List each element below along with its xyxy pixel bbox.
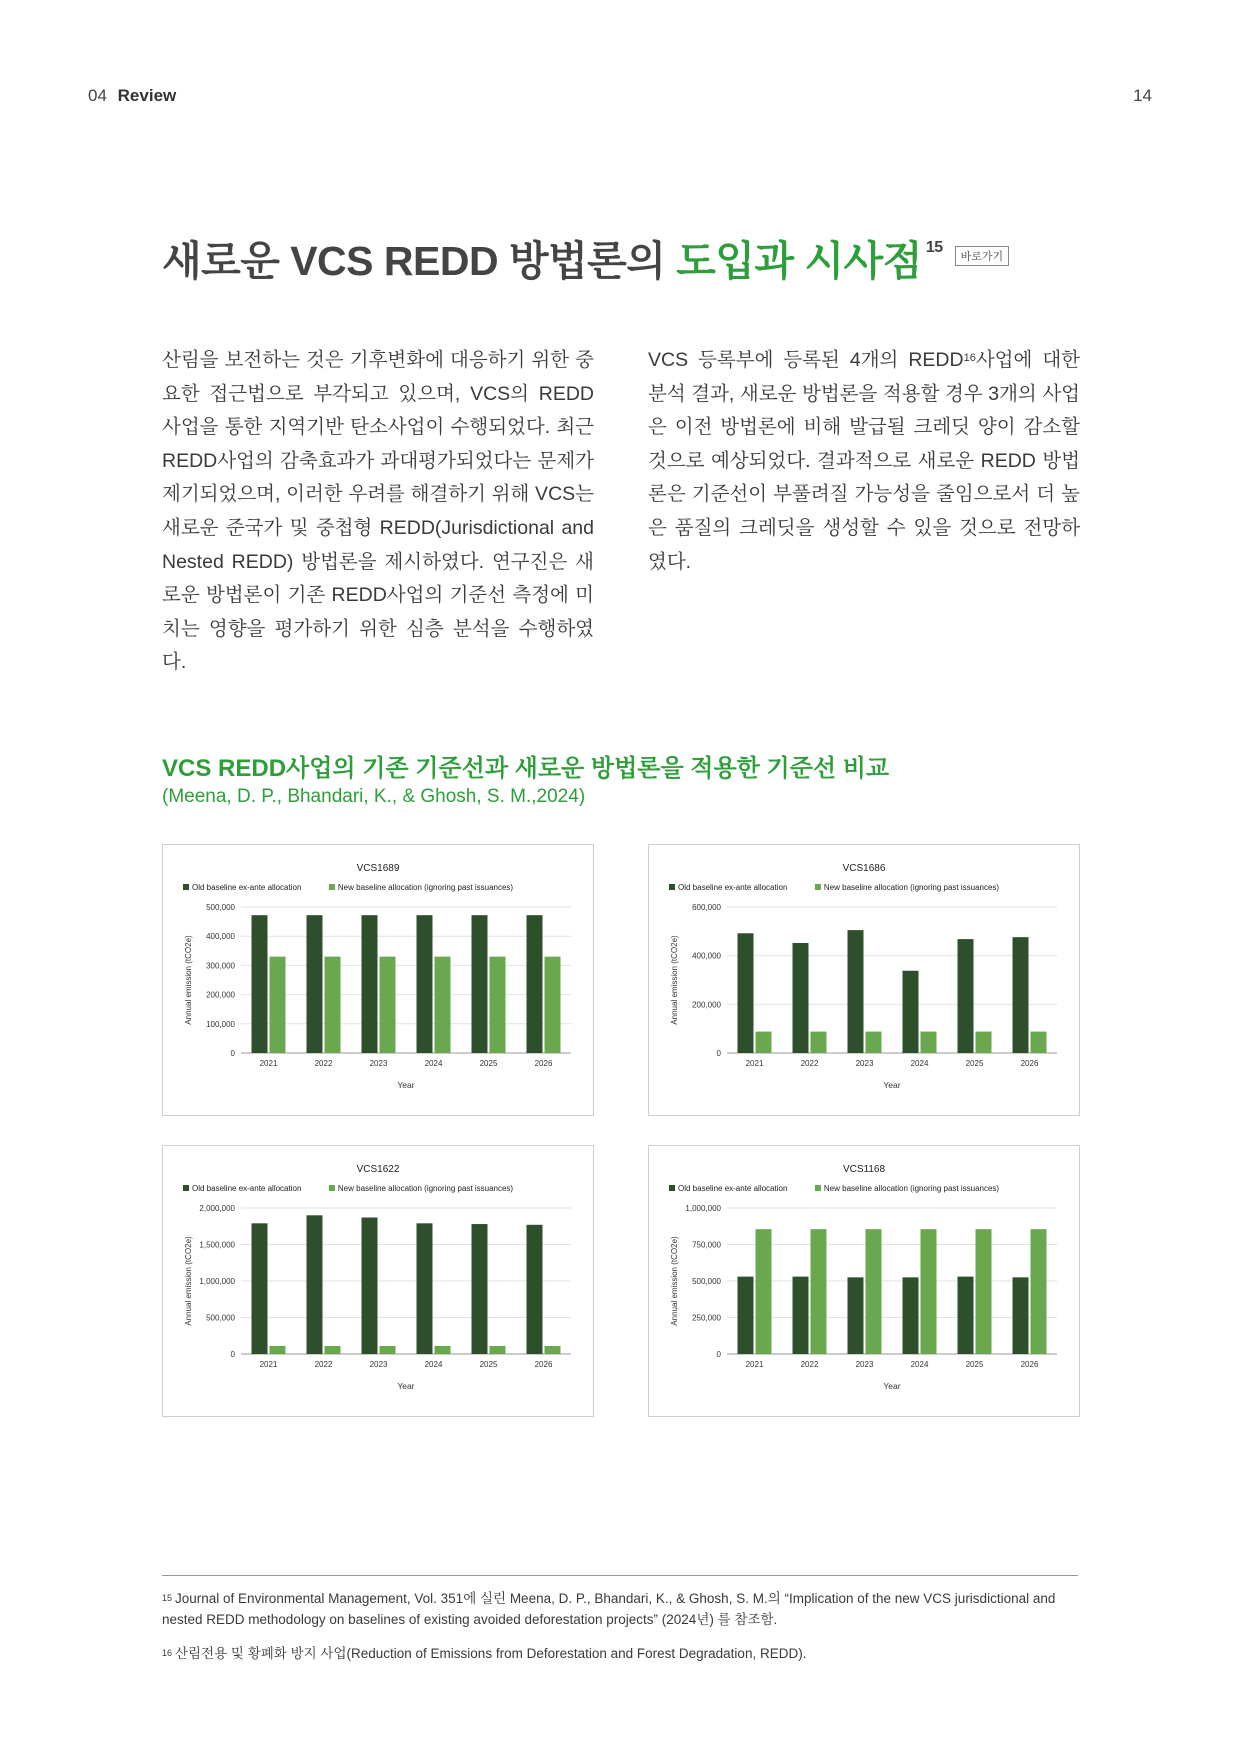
x-axis-label: Year	[397, 1080, 415, 1090]
chart-box-vcs1168	[648, 1145, 1080, 1417]
bar-old-baseline	[848, 1277, 864, 1354]
bar-new-baseline	[490, 957, 506, 1053]
chart-title: VCS1622	[356, 1164, 400, 1175]
bar-new-baseline	[380, 957, 396, 1053]
x-tick-label: 2023	[369, 1059, 388, 1068]
bar-old-baseline	[738, 933, 754, 1053]
x-tick-label: 2024	[424, 1360, 443, 1369]
y-tick-label: 0	[716, 1049, 721, 1058]
x-tick-label: 2026	[534, 1059, 553, 1068]
bar-old-baseline	[417, 915, 433, 1053]
y-tick-label: 400,000	[692, 951, 721, 961]
bar-old-baseline	[1013, 937, 1029, 1053]
y-tick-label: 250,000	[692, 1313, 721, 1323]
bar-old-baseline	[362, 915, 378, 1053]
x-tick-label: 2026	[1020, 1360, 1039, 1369]
x-tick-label: 2022	[314, 1360, 333, 1369]
bar-old-baseline	[527, 915, 543, 1053]
bar-new-baseline	[811, 1229, 827, 1354]
bar-new-baseline	[756, 1032, 772, 1053]
section-header	[88, 86, 176, 106]
bar-new-baseline	[270, 1346, 286, 1354]
y-tick-label: 0	[230, 1350, 235, 1359]
y-axis-label: Annual emission (tCO2e)	[670, 935, 679, 1025]
chart-title: VCS1686	[842, 863, 886, 874]
y-tick-label: 1,000,000	[685, 1204, 721, 1213]
bar-new-baseline	[811, 1032, 827, 1053]
legend-label: Old baseline ex-ante allocation	[192, 1184, 302, 1193]
title-part1: 새로운 VCS REDD 방법론의	[162, 238, 677, 284]
y-axis-label: Annual emission (tCO2e)	[670, 1236, 679, 1326]
bar-old-baseline	[417, 1223, 433, 1354]
bar-new-baseline	[490, 1346, 506, 1354]
legend-swatch	[669, 884, 675, 890]
legend-label: New baseline allocation (ignoring past issuances)	[337, 1184, 514, 1193]
y-tick-label: 500,000	[206, 903, 235, 912]
legend-label: Old baseline ex-ante allocation	[192, 883, 302, 892]
bar-old-baseline	[307, 915, 323, 1053]
x-axis-label: Year	[883, 1381, 901, 1391]
chart-title: VCS1168	[842, 1164, 886, 1175]
y-tick-label: 0	[716, 1350, 721, 1359]
bar-old-baseline	[527, 1225, 543, 1354]
page-title	[162, 228, 1009, 287]
chart-svg	[163, 1146, 593, 1416]
x-tick-label: 2022	[800, 1360, 819, 1369]
bar-old-baseline	[793, 943, 809, 1053]
y-tick-label: 0	[230, 1049, 235, 1058]
x-tick-label: 2023	[369, 1360, 388, 1369]
bar-new-baseline	[435, 957, 451, 1053]
legend-swatch	[183, 1185, 189, 1191]
x-tick-label: 2026	[1020, 1059, 1039, 1068]
y-tick-label: 1,500,000	[199, 1240, 235, 1250]
footnote-divider	[162, 1575, 1078, 1576]
body-column-1: 산림을 보전하는 것은 기후변화에 대응하기 위한 중요한 접근법으로 부각되고 있으며, VCS의 REDD 사업을 통한 지역기반 탄소사업이 수행되었다. 최근 REDD사업의 감축효과가 과대평가되었다는 문제가 제기되었으며, 이러한 우려를 해결하기 위해 VCS는 새로운 준국가 및 중첩형 REDD(Jurisdictional and Nested REDD) 방법론을 제시하였다. 연구진은 새로운 방법론이 기존 REDD사업의 기준선 측정에 미치는 영향을 평가하기 위한 심층 분석을 수행하였다.	[162, 349, 594, 674]
bar-old-baseline	[252, 915, 268, 1053]
bar-old-baseline	[738, 1277, 754, 1354]
x-tick-label: 2024	[424, 1059, 443, 1068]
chart-box-vcs1622	[162, 1145, 594, 1417]
bar-new-baseline	[976, 1032, 992, 1053]
y-axis-label: Annual emission (tCO2e)	[184, 935, 193, 1025]
bar-new-baseline	[270, 957, 286, 1053]
x-tick-label: 2021	[745, 1059, 764, 1068]
bar-new-baseline	[325, 1346, 341, 1354]
bar-old-baseline	[252, 1223, 268, 1354]
y-tick-label: 200,000	[206, 990, 235, 1000]
section-name: Review	[117, 86, 177, 105]
bar-old-baseline	[958, 939, 974, 1053]
x-tick-label: 2025	[479, 1360, 498, 1369]
chart-title: VCS1689	[356, 863, 400, 874]
figure-citation: (Meena, D. P., Bhandari, K., & Ghosh, S. M.,2024)	[162, 786, 586, 807]
bar-old-baseline	[793, 1277, 809, 1354]
title-highlight: 도입과 시사점	[676, 238, 922, 284]
legend-swatch	[183, 884, 189, 890]
legend-label: Old baseline ex-ante allocation	[678, 883, 788, 892]
x-tick-label: 2021	[259, 1360, 278, 1369]
bar-new-baseline	[545, 1346, 561, 1354]
bar-new-baseline	[1031, 1229, 1047, 1354]
legend-swatch	[329, 884, 335, 890]
col2-text-b: 사업에 대한 분석 결과, 새로운 방법론을 적용할 경우 3개의 사업은 이전 방법론에 비해 발급될 크레딧 양이 감소할 것으로 예상되었다. 결과적으로 새로운 REDD 방법론은 기준선이 부풀려질 가능성을 줄임으로서 더 높은 품질의 크레딧을 생성할 수 있을 것으로 전망하였다.	[648, 349, 1080, 573]
bar-old-baseline	[958, 1277, 974, 1354]
bar-old-baseline	[362, 1217, 378, 1354]
x-tick-label: 2025	[965, 1360, 984, 1369]
bar-old-baseline	[472, 1224, 488, 1354]
chart-svg	[649, 1146, 1079, 1416]
col2-footnote-ref: 16	[963, 352, 976, 364]
footnote-number: 16	[162, 1648, 173, 1658]
footnote-text: Journal of Environmental Management, Vol. 351에 실린 Meena, D. P., Bhandari, K., & Ghosh, S. M.의 “Implication of the new VCS jurisdictional and nested REDD methodology on baselines of existing avoided deforestation projects” (2024년) 를 참조함.	[162, 1591, 1056, 1627]
legend-swatch	[815, 884, 821, 890]
page-number: 14	[1133, 86, 1152, 105]
legend-label: New baseline allocation (ignoring past issuances)	[823, 1184, 1000, 1193]
footnote-number: 15	[162, 1593, 173, 1603]
chart-box-vcs1689	[162, 844, 594, 1116]
body-column-2	[648, 344, 1080, 579]
y-tick-label: 200,000	[692, 1000, 721, 1010]
y-axis-label: Annual emission (tCO2e)	[184, 1236, 193, 1326]
x-tick-label: 2024	[910, 1059, 929, 1068]
x-tick-label: 2021	[745, 1360, 764, 1369]
chart-box-vcs1686	[648, 844, 1080, 1116]
y-tick-label: 750,000	[692, 1240, 721, 1250]
y-tick-label: 500,000	[692, 1277, 721, 1286]
x-tick-label: 2026	[534, 1360, 553, 1369]
chart-svg	[163, 845, 593, 1115]
bar-new-baseline	[921, 1229, 937, 1354]
legend-label: New baseline allocation (ignoring past issuances)	[823, 883, 1000, 892]
y-tick-label: 500,000	[206, 1313, 235, 1323]
x-tick-label: 2022	[314, 1059, 333, 1068]
legend-swatch	[815, 1185, 821, 1191]
bar-new-baseline	[921, 1032, 937, 1053]
shortcut-link[interactable]: 바로가기	[955, 246, 1010, 266]
legend-swatch	[669, 1185, 675, 1191]
title-footnote-ref: 15	[925, 239, 943, 257]
bar-new-baseline	[380, 1346, 396, 1354]
bar-new-baseline	[1031, 1032, 1047, 1053]
legend-swatch	[329, 1185, 335, 1191]
x-tick-label: 2022	[800, 1059, 819, 1068]
legend-label: New baseline allocation (ignoring past issuances)	[337, 883, 514, 892]
x-tick-label: 2023	[855, 1360, 874, 1369]
y-tick-label: 1,000,000	[199, 1277, 235, 1286]
y-tick-label: 400,000	[206, 932, 235, 942]
x-tick-label: 2021	[259, 1059, 278, 1068]
footnote-16	[162, 1643, 1078, 1664]
bar-old-baseline	[903, 1277, 919, 1354]
bar-old-baseline	[903, 971, 919, 1053]
bar-new-baseline	[866, 1229, 882, 1354]
bar-new-baseline	[866, 1032, 882, 1053]
footnote-15	[162, 1588, 1078, 1630]
section-number: 04	[88, 86, 107, 105]
y-tick-label: 100,000	[206, 1019, 235, 1029]
col2-text-a: VCS 등록부에 등록된 4개의 REDD	[648, 349, 964, 371]
bar-new-baseline	[756, 1229, 772, 1354]
y-tick-label: 300,000	[206, 961, 235, 971]
y-tick-label: 600,000	[692, 903, 721, 912]
x-tick-label: 2023	[855, 1059, 874, 1068]
figure-title: VCS REDD사업의 기존 기준선과 새로운 방법론을 적용한 기준선 비교	[162, 755, 890, 782]
chart-svg	[649, 845, 1079, 1115]
bar-old-baseline	[848, 930, 864, 1053]
x-axis-label: Year	[883, 1080, 901, 1090]
bar-new-baseline	[435, 1346, 451, 1354]
x-tick-label: 2025	[479, 1059, 498, 1068]
bar-old-baseline	[307, 1215, 323, 1354]
footnote-text: 산림전용 및 황폐화 방지 사업(Reduction of Emissions from Deforestation and Forest Degradation, REDD).	[175, 1646, 807, 1661]
bar-old-baseline	[472, 915, 488, 1053]
x-tick-label: 2024	[910, 1360, 929, 1369]
bar-new-baseline	[545, 957, 561, 1053]
bar-new-baseline	[325, 957, 341, 1053]
bar-new-baseline	[976, 1229, 992, 1354]
bar-old-baseline	[1013, 1277, 1029, 1354]
x-tick-label: 2025	[965, 1059, 984, 1068]
x-axis-label: Year	[397, 1381, 415, 1391]
y-tick-label: 2,000,000	[199, 1204, 235, 1213]
legend-label: Old baseline ex-ante allocation	[678, 1184, 788, 1193]
